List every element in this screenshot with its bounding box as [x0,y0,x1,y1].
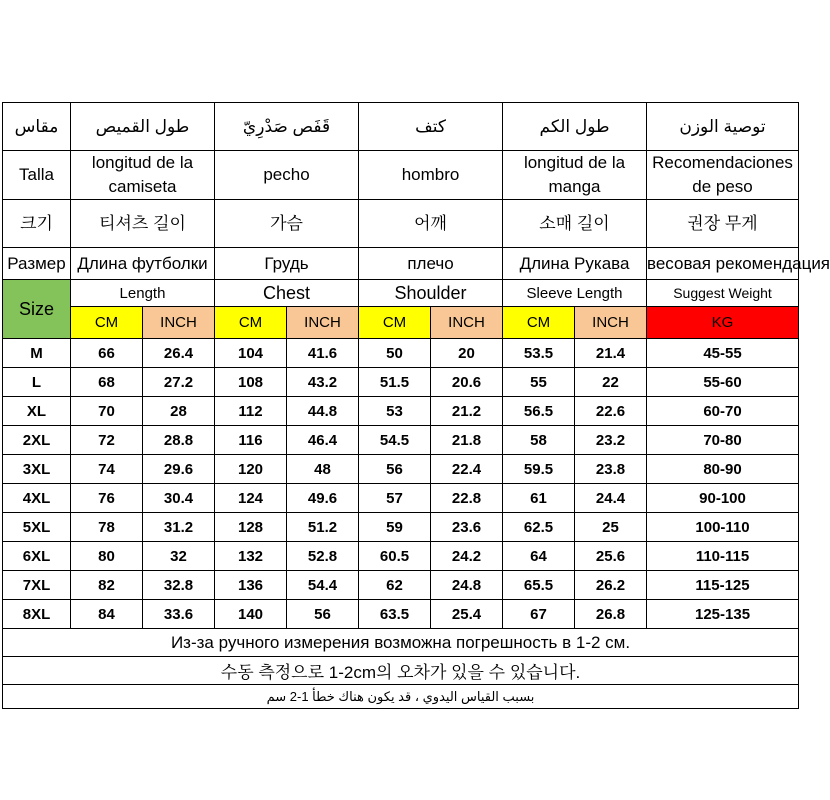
size-cell: 6XL [3,542,71,571]
korean-chest-label: 가슴 [215,200,359,248]
size-cell: 7XL [3,571,71,600]
length-header: Length [71,280,215,307]
sleeve-inch: 21.4 [575,339,647,368]
chest-cm: 132 [215,542,287,571]
chest-cm: 116 [215,426,287,455]
shoulder-cm: 50 [359,339,431,368]
sleeve-cm: 67 [503,600,575,629]
chest-cm: 108 [215,368,287,397]
korean-header-row [3,200,799,248]
arabic-note-row [3,685,799,709]
table-row [3,368,799,397]
chest-header: Chest [215,280,359,307]
russian-chest-label: Грудь [215,248,359,280]
shoulder-cm: 54.5 [359,426,431,455]
sleeve-cm-unit: CM [503,307,575,339]
shoulder-inch: 21.2 [431,397,503,426]
length-inch: 30.4 [143,484,215,513]
korean-sleeve-label: 소매 길이 [503,200,647,248]
chest-inch: 54.4 [287,571,359,600]
sleeve-inch: 26.2 [575,571,647,600]
size-cell: 2XL [3,426,71,455]
table-row [3,571,799,600]
sleeve-inch: 22.6 [575,397,647,426]
korean-length-label: 티셔츠 길이 [71,200,215,248]
size-cell: 5XL [3,513,71,542]
shoulder-cm: 56 [359,455,431,484]
size-cell: 3XL [3,455,71,484]
size-cell: XL [3,397,71,426]
shoulder-inch-unit: INCH [431,307,503,339]
weight-kg: 100-110 [647,513,799,542]
table-row [3,513,799,542]
chest-inch: 56 [287,600,359,629]
arabic-header-row [3,103,799,151]
sleeve-length-header: Sleeve Length [503,280,647,307]
shoulder-cm: 60.5 [359,542,431,571]
length-inch: 32.8 [143,571,215,600]
table-row [3,484,799,513]
length-inch: 31.2 [143,513,215,542]
length-cm: 68 [71,368,143,397]
length-inch: 26.4 [143,339,215,368]
length-cm: 74 [71,455,143,484]
sleeve-inch: 26.8 [575,600,647,629]
weight-kg: 125-135 [647,600,799,629]
arabic-length-label: طول القميص [71,103,215,151]
sleeve-cm: 61 [503,484,575,513]
chest-cm: 112 [215,397,287,426]
chest-inch: 52.8 [287,542,359,571]
shoulder-inch: 24.2 [431,542,503,571]
sleeve-inch: 25 [575,513,647,542]
shoulder-inch: 20 [431,339,503,368]
english-header-row [3,280,799,307]
chest-inch-unit: INCH [287,307,359,339]
suggest-weight-header: Suggest Weight [647,280,799,307]
arabic-shoulder-label: كتف [359,103,503,151]
spanish-header-row [3,151,799,200]
weight-kg: 110-115 [647,542,799,571]
shoulder-inch: 23.6 [431,513,503,542]
shoulder-cm: 59 [359,513,431,542]
spanish-shoulder-label: hombro [359,151,503,200]
table-row [3,397,799,426]
spanish-length-label: longitud de la camiseta [71,151,215,200]
chest-cm: 140 [215,600,287,629]
shoulder-cm: 63.5 [359,600,431,629]
length-cm: 66 [71,339,143,368]
arabic-weight-label: توصية الوزن [647,103,799,151]
shoulder-header: Shoulder [359,280,503,307]
length-inch: 29.6 [143,455,215,484]
chest-inch: 46.4 [287,426,359,455]
chest-inch: 49.6 [287,484,359,513]
weight-kg: 90-100 [647,484,799,513]
chest-cm: 136 [215,571,287,600]
chest-cm: 120 [215,455,287,484]
shoulder-cm: 57 [359,484,431,513]
russian-size-label: Размер [3,248,71,280]
chest-inch: 41.6 [287,339,359,368]
shoulder-inch: 24.8 [431,571,503,600]
shoulder-inch: 22.4 [431,455,503,484]
weight-kg: 80-90 [647,455,799,484]
shoulder-inch: 21.8 [431,426,503,455]
sleeve-inch: 24.4 [575,484,647,513]
weight-kg: 115-125 [647,571,799,600]
weight-kg: 70-80 [647,426,799,455]
length-cm-unit: CM [71,307,143,339]
spanish-sleeve-label: longitud de la manga [503,151,647,200]
length-cm: 78 [71,513,143,542]
chest-inch: 51.2 [287,513,359,542]
weight-kg-unit: KG [647,307,799,339]
chest-cm: 104 [215,339,287,368]
sleeve-cm: 53.5 [503,339,575,368]
size-cell: 4XL [3,484,71,513]
sleeve-cm: 59.5 [503,455,575,484]
size-header: Size [3,280,71,339]
length-cm: 84 [71,600,143,629]
sleeve-cm: 65.5 [503,571,575,600]
sleeve-inch-unit: INCH [575,307,647,339]
unit-row [3,307,799,339]
russian-sleeve-label: Длина Рукава [503,248,647,280]
table-row [3,426,799,455]
russian-header-row [3,248,799,280]
spanish-size-label: Talla [3,151,71,200]
sleeve-cm: 56.5 [503,397,575,426]
size-cell: L [3,368,71,397]
length-cm: 80 [71,542,143,571]
russian-weight-label: весовая рекомендация [647,248,799,280]
shoulder-cm: 51.5 [359,368,431,397]
shoulder-inch: 25.4 [431,600,503,629]
sleeve-cm: 55 [503,368,575,397]
korean-size-label: 크기 [3,200,71,248]
sleeve-inch: 22 [575,368,647,397]
weight-kg: 55-60 [647,368,799,397]
sleeve-cm: 58 [503,426,575,455]
shoulder-cm-unit: CM [359,307,431,339]
spanish-chest-label: pecho [215,151,359,200]
shoulder-cm: 53 [359,397,431,426]
russian-note: Из-за ручного измерения возможна погрешность в 1-2 см. [3,629,799,657]
table-row [3,339,799,368]
spanish-weight-label: Recomendaciones de peso [647,151,799,200]
russian-length-label: Длина футболки [71,248,215,280]
length-cm: 72 [71,426,143,455]
sleeve-cm: 62.5 [503,513,575,542]
arabic-sleeve-label: طول الكم [503,103,647,151]
chest-cm-unit: CM [215,307,287,339]
shoulder-inch: 22.8 [431,484,503,513]
sleeve-cm: 64 [503,542,575,571]
korean-note-row [3,657,799,685]
size-cell: 8XL [3,600,71,629]
chest-inch: 48 [287,455,359,484]
length-cm: 76 [71,484,143,513]
table-row [3,455,799,484]
length-inch: 28.8 [143,426,215,455]
length-inch: 32 [143,542,215,571]
length-inch-unit: INCH [143,307,215,339]
shoulder-cm: 62 [359,571,431,600]
shoulder-inch: 20.6 [431,368,503,397]
size-chart-table [2,102,830,709]
weight-kg: 45-55 [647,339,799,368]
arabic-chest-label: قَفَص صَدْرِيّ [215,103,359,151]
sleeve-inch: 23.2 [575,426,647,455]
table-row [3,600,799,629]
length-inch: 33.6 [143,600,215,629]
korean-note: 수동 측정으로 1-2cm의 오차가 있을 수 있습니다. [3,657,799,685]
sleeve-inch: 23.8 [575,455,647,484]
russian-note-row [3,629,799,657]
table-row [3,542,799,571]
korean-weight-label: 권장 무게 [647,200,799,248]
chest-inch: 43.2 [287,368,359,397]
sleeve-inch: 25.6 [575,542,647,571]
length-cm: 82 [71,571,143,600]
chest-inch: 44.8 [287,397,359,426]
size-cell: M [3,339,71,368]
arabic-note: بسبب القياس اليدوي ، قد يكون هناك خطأ 1-2 سم [3,685,799,709]
korean-shoulder-label: 어깨 [359,200,503,248]
chest-cm: 128 [215,513,287,542]
chest-cm: 124 [215,484,287,513]
arabic-size-label: مقاس [3,103,71,151]
weight-kg: 60-70 [647,397,799,426]
length-cm: 70 [71,397,143,426]
length-inch: 27.2 [143,368,215,397]
length-inch: 28 [143,397,215,426]
russian-shoulder-label: плечо [359,248,503,280]
